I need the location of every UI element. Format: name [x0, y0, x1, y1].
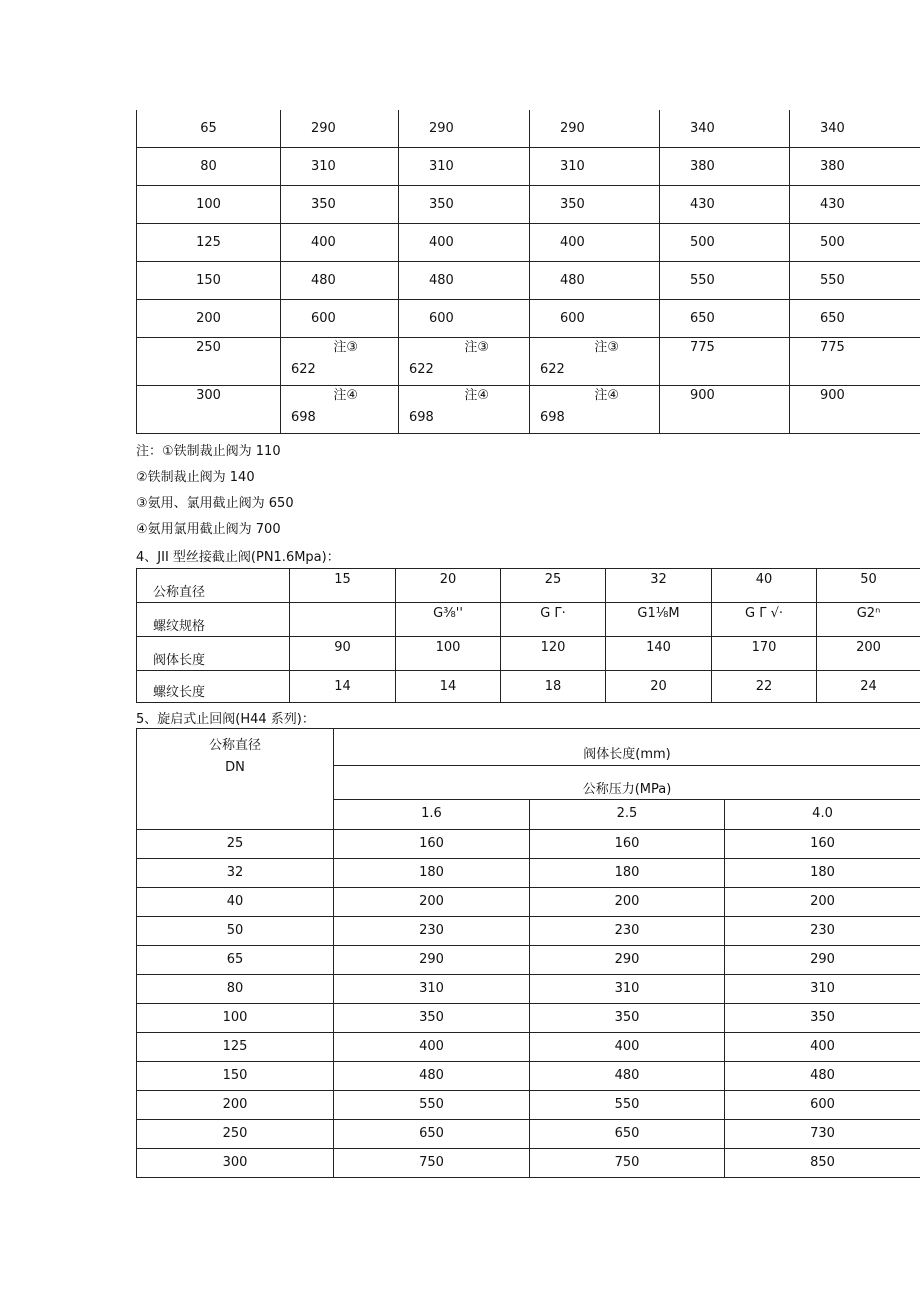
- value-cell: 90: [290, 637, 396, 671]
- table-row: [137, 1004, 920, 1033]
- value-cell: 730: [725, 1120, 920, 1149]
- value-cell: 350: [725, 1004, 920, 1033]
- value-cell: 180: [725, 859, 920, 888]
- table-header-row: [137, 729, 920, 766]
- value-cell: 550: [530, 1091, 725, 1120]
- table-row: [137, 1062, 920, 1091]
- value-cell: 160: [334, 830, 530, 859]
- dn-cell: 100: [137, 1004, 334, 1033]
- note-value: 698: [291, 410, 316, 425]
- value-cell: 400: [281, 224, 399, 262]
- table-row: [137, 186, 920, 224]
- value-cell: 230: [725, 917, 920, 946]
- table-row: [137, 946, 920, 975]
- value-cell: G2ⁿ: [817, 603, 920, 637]
- table-row: [137, 888, 920, 917]
- value-cell: 550: [790, 262, 920, 300]
- dn-cell: 250: [137, 1120, 334, 1149]
- table-row: [137, 1091, 920, 1120]
- table-row: [137, 859, 920, 888]
- dn-cell: 100: [137, 186, 281, 224]
- value-cell: 160: [725, 830, 920, 859]
- dn-header-unit: DN: [225, 760, 245, 775]
- footnote: ④氨用氯用截止阀为 700: [136, 522, 281, 537]
- value-cell: 180: [530, 859, 725, 888]
- dn-cell: 200: [137, 300, 281, 338]
- value-cell: 500: [660, 224, 790, 262]
- table-row: [137, 975, 920, 1004]
- note-ref: 注③: [333, 340, 358, 355]
- value-cell: 100: [396, 637, 501, 671]
- value-cell: [530, 338, 660, 386]
- table-row: [137, 637, 920, 671]
- value-cell: G⅜'': [396, 603, 501, 637]
- dn-cell: 300: [137, 1149, 334, 1178]
- value-cell: 350: [530, 186, 660, 224]
- value-cell: 200: [725, 888, 920, 917]
- note-ref: 注③: [464, 340, 489, 355]
- value-cell: 160: [530, 830, 725, 859]
- value-cell: 480: [399, 262, 530, 300]
- value-cell: 170: [712, 637, 817, 671]
- value-cell: 650: [790, 300, 920, 338]
- value-cell: 200: [334, 888, 530, 917]
- note-value: 622: [540, 362, 565, 377]
- value-cell: 480: [530, 262, 660, 300]
- value-cell: 290: [725, 946, 920, 975]
- dn-cell: 65: [137, 110, 281, 148]
- value-cell: 350: [334, 1004, 530, 1033]
- dn-cell: 125: [137, 1033, 334, 1062]
- value-cell: 500: [790, 224, 920, 262]
- value-cell: 340: [790, 110, 920, 148]
- value-cell: 25: [501, 569, 606, 603]
- value-cell: 290: [281, 110, 399, 148]
- value-cell: 120: [501, 637, 606, 671]
- dn-cell: 80: [137, 975, 334, 1004]
- dn-cell: 150: [137, 1062, 334, 1091]
- pressure-col-header: 1.6: [334, 799, 530, 829]
- value-cell: 550: [334, 1091, 530, 1120]
- value-cell: 600: [399, 300, 530, 338]
- value-cell: 480: [725, 1062, 920, 1091]
- value-cell: 480: [334, 1062, 530, 1091]
- value-cell: 20: [396, 569, 501, 603]
- dn-cell: 200: [137, 1091, 334, 1120]
- value-cell: [290, 603, 396, 637]
- dn-cell: 50: [137, 917, 334, 946]
- dn-cell: 300: [137, 386, 281, 434]
- dn-cell: 40: [137, 888, 334, 917]
- table-row: [137, 300, 920, 338]
- value-cell: 600: [530, 300, 660, 338]
- value-cell: 290: [399, 110, 530, 148]
- value-cell: 310: [725, 975, 920, 1004]
- value-cell: 350: [399, 186, 530, 224]
- value-cell: 900: [790, 386, 920, 434]
- value-cell: 600: [725, 1091, 920, 1120]
- value-cell: 850: [725, 1149, 920, 1178]
- dn-cell: 25: [137, 830, 334, 859]
- section-heading: 5、旋启式止回阀(H44 系列)：: [136, 712, 315, 727]
- value-cell: 750: [530, 1149, 725, 1178]
- value-cell: 290: [530, 946, 725, 975]
- pressure-col-header: 2.5: [530, 799, 725, 829]
- value-cell: 22: [712, 671, 817, 703]
- dn-header: [137, 729, 334, 830]
- value-cell: 775: [790, 338, 920, 386]
- dn-cell: 32: [137, 859, 334, 888]
- value-cell: 50: [817, 569, 920, 603]
- value-cell: 650: [334, 1120, 530, 1149]
- value-cell: [399, 338, 530, 386]
- table-row: [137, 262, 920, 300]
- footnotes: [136, 444, 294, 548]
- note-value: 622: [409, 362, 434, 377]
- table-row: [137, 917, 920, 946]
- value-cell: 140: [606, 637, 712, 671]
- dn-cell: 125: [137, 224, 281, 262]
- value-cell: 14: [290, 671, 396, 703]
- footnote: ②铁制裁止阀为 140: [136, 470, 255, 485]
- value-cell: 310: [530, 148, 660, 186]
- value-cell: 180: [334, 859, 530, 888]
- value-cell: 650: [530, 1120, 725, 1149]
- swing-check-valve-table: [136, 728, 920, 1178]
- table-row: [137, 1033, 920, 1062]
- table-row: [137, 338, 920, 386]
- table-row: [137, 224, 920, 262]
- value-cell: 350: [530, 1004, 725, 1033]
- value-cell: 340: [660, 110, 790, 148]
- table-row: [137, 386, 920, 434]
- table-row: [137, 569, 920, 603]
- value-cell: 380: [790, 148, 920, 186]
- dn-cell: 150: [137, 262, 281, 300]
- note-ref: 注④: [333, 388, 358, 403]
- value-cell: 400: [334, 1033, 530, 1062]
- pressure-header: 公称压力(MPa): [334, 766, 920, 799]
- value-cell: 200: [817, 637, 920, 671]
- table-row: [137, 110, 920, 148]
- value-cell: 15: [290, 569, 396, 603]
- value-cell: 480: [530, 1062, 725, 1091]
- section-heading: 4、JII 型丝接截止阀(PN1.6Mpa)：: [136, 550, 340, 565]
- table-row: [137, 1149, 920, 1178]
- note-ref: 注④: [594, 388, 619, 403]
- value-cell: G Γ·: [501, 603, 606, 637]
- value-cell: 24: [817, 671, 920, 703]
- value-cell: [281, 338, 399, 386]
- value-cell: 32: [606, 569, 712, 603]
- value-cell: 200: [530, 888, 725, 917]
- dn-header-label: 公称直径: [208, 738, 261, 753]
- value-cell: 40: [712, 569, 817, 603]
- table-row: [137, 671, 920, 703]
- value-cell: 400: [725, 1033, 920, 1062]
- value-cell: 430: [790, 186, 920, 224]
- value-cell: 20: [606, 671, 712, 703]
- value-cell: 310: [334, 975, 530, 1004]
- table-row: [137, 830, 920, 859]
- value-cell: 290: [334, 946, 530, 975]
- dn-cell: 65: [137, 946, 334, 975]
- value-cell: 550: [660, 262, 790, 300]
- value-cell: 775: [660, 338, 790, 386]
- threaded-valve-table: [136, 568, 920, 703]
- row-label: 螺纹规格: [137, 603, 290, 637]
- note-value: 622: [291, 362, 316, 377]
- note-ref: 注④: [464, 388, 489, 403]
- value-cell: G Γ √·: [712, 603, 817, 637]
- value-cell: 900: [660, 386, 790, 434]
- table-row: [137, 603, 920, 637]
- note-value: 698: [540, 410, 565, 425]
- value-cell: 750: [334, 1149, 530, 1178]
- dn-cell: 80: [137, 148, 281, 186]
- value-cell: 290: [530, 110, 660, 148]
- length-header: 阀体长度(mm): [334, 729, 920, 766]
- value-cell: [399, 386, 530, 434]
- table-row: [137, 148, 920, 186]
- value-cell: [281, 386, 399, 434]
- value-cell: 400: [399, 224, 530, 262]
- value-cell: 18: [501, 671, 606, 703]
- note-ref: 注③: [594, 340, 619, 355]
- footnote: 注：①铁制裁止阀为 110: [136, 444, 281, 459]
- dn-cell: 250: [137, 338, 281, 386]
- value-cell: 14: [396, 671, 501, 703]
- value-cell: 310: [281, 148, 399, 186]
- value-cell: 350: [281, 186, 399, 224]
- value-cell: 480: [281, 262, 399, 300]
- value-cell: 310: [530, 975, 725, 1004]
- footnote: ③氨用、氯用截止阀为 650: [136, 496, 294, 511]
- pressure-col-header: 4.0: [725, 799, 920, 829]
- table-row: [137, 1120, 920, 1149]
- row-label: 螺纹长度: [137, 671, 290, 703]
- value-cell: 600: [281, 300, 399, 338]
- value-cell: 430: [660, 186, 790, 224]
- value-cell: 380: [660, 148, 790, 186]
- value-cell: 650: [660, 300, 790, 338]
- value-cell: 310: [399, 148, 530, 186]
- valve-length-table-continued: [136, 110, 920, 434]
- value-cell: 400: [530, 224, 660, 262]
- value-cell: 230: [334, 917, 530, 946]
- value-cell: 230: [530, 917, 725, 946]
- value-cell: [530, 386, 660, 434]
- value-cell: 400: [530, 1033, 725, 1062]
- note-value: 698: [409, 410, 434, 425]
- value-cell: G1⅛M: [606, 603, 712, 637]
- row-label: 公称直径: [137, 569, 290, 603]
- row-label: 阀体长度: [137, 637, 290, 671]
